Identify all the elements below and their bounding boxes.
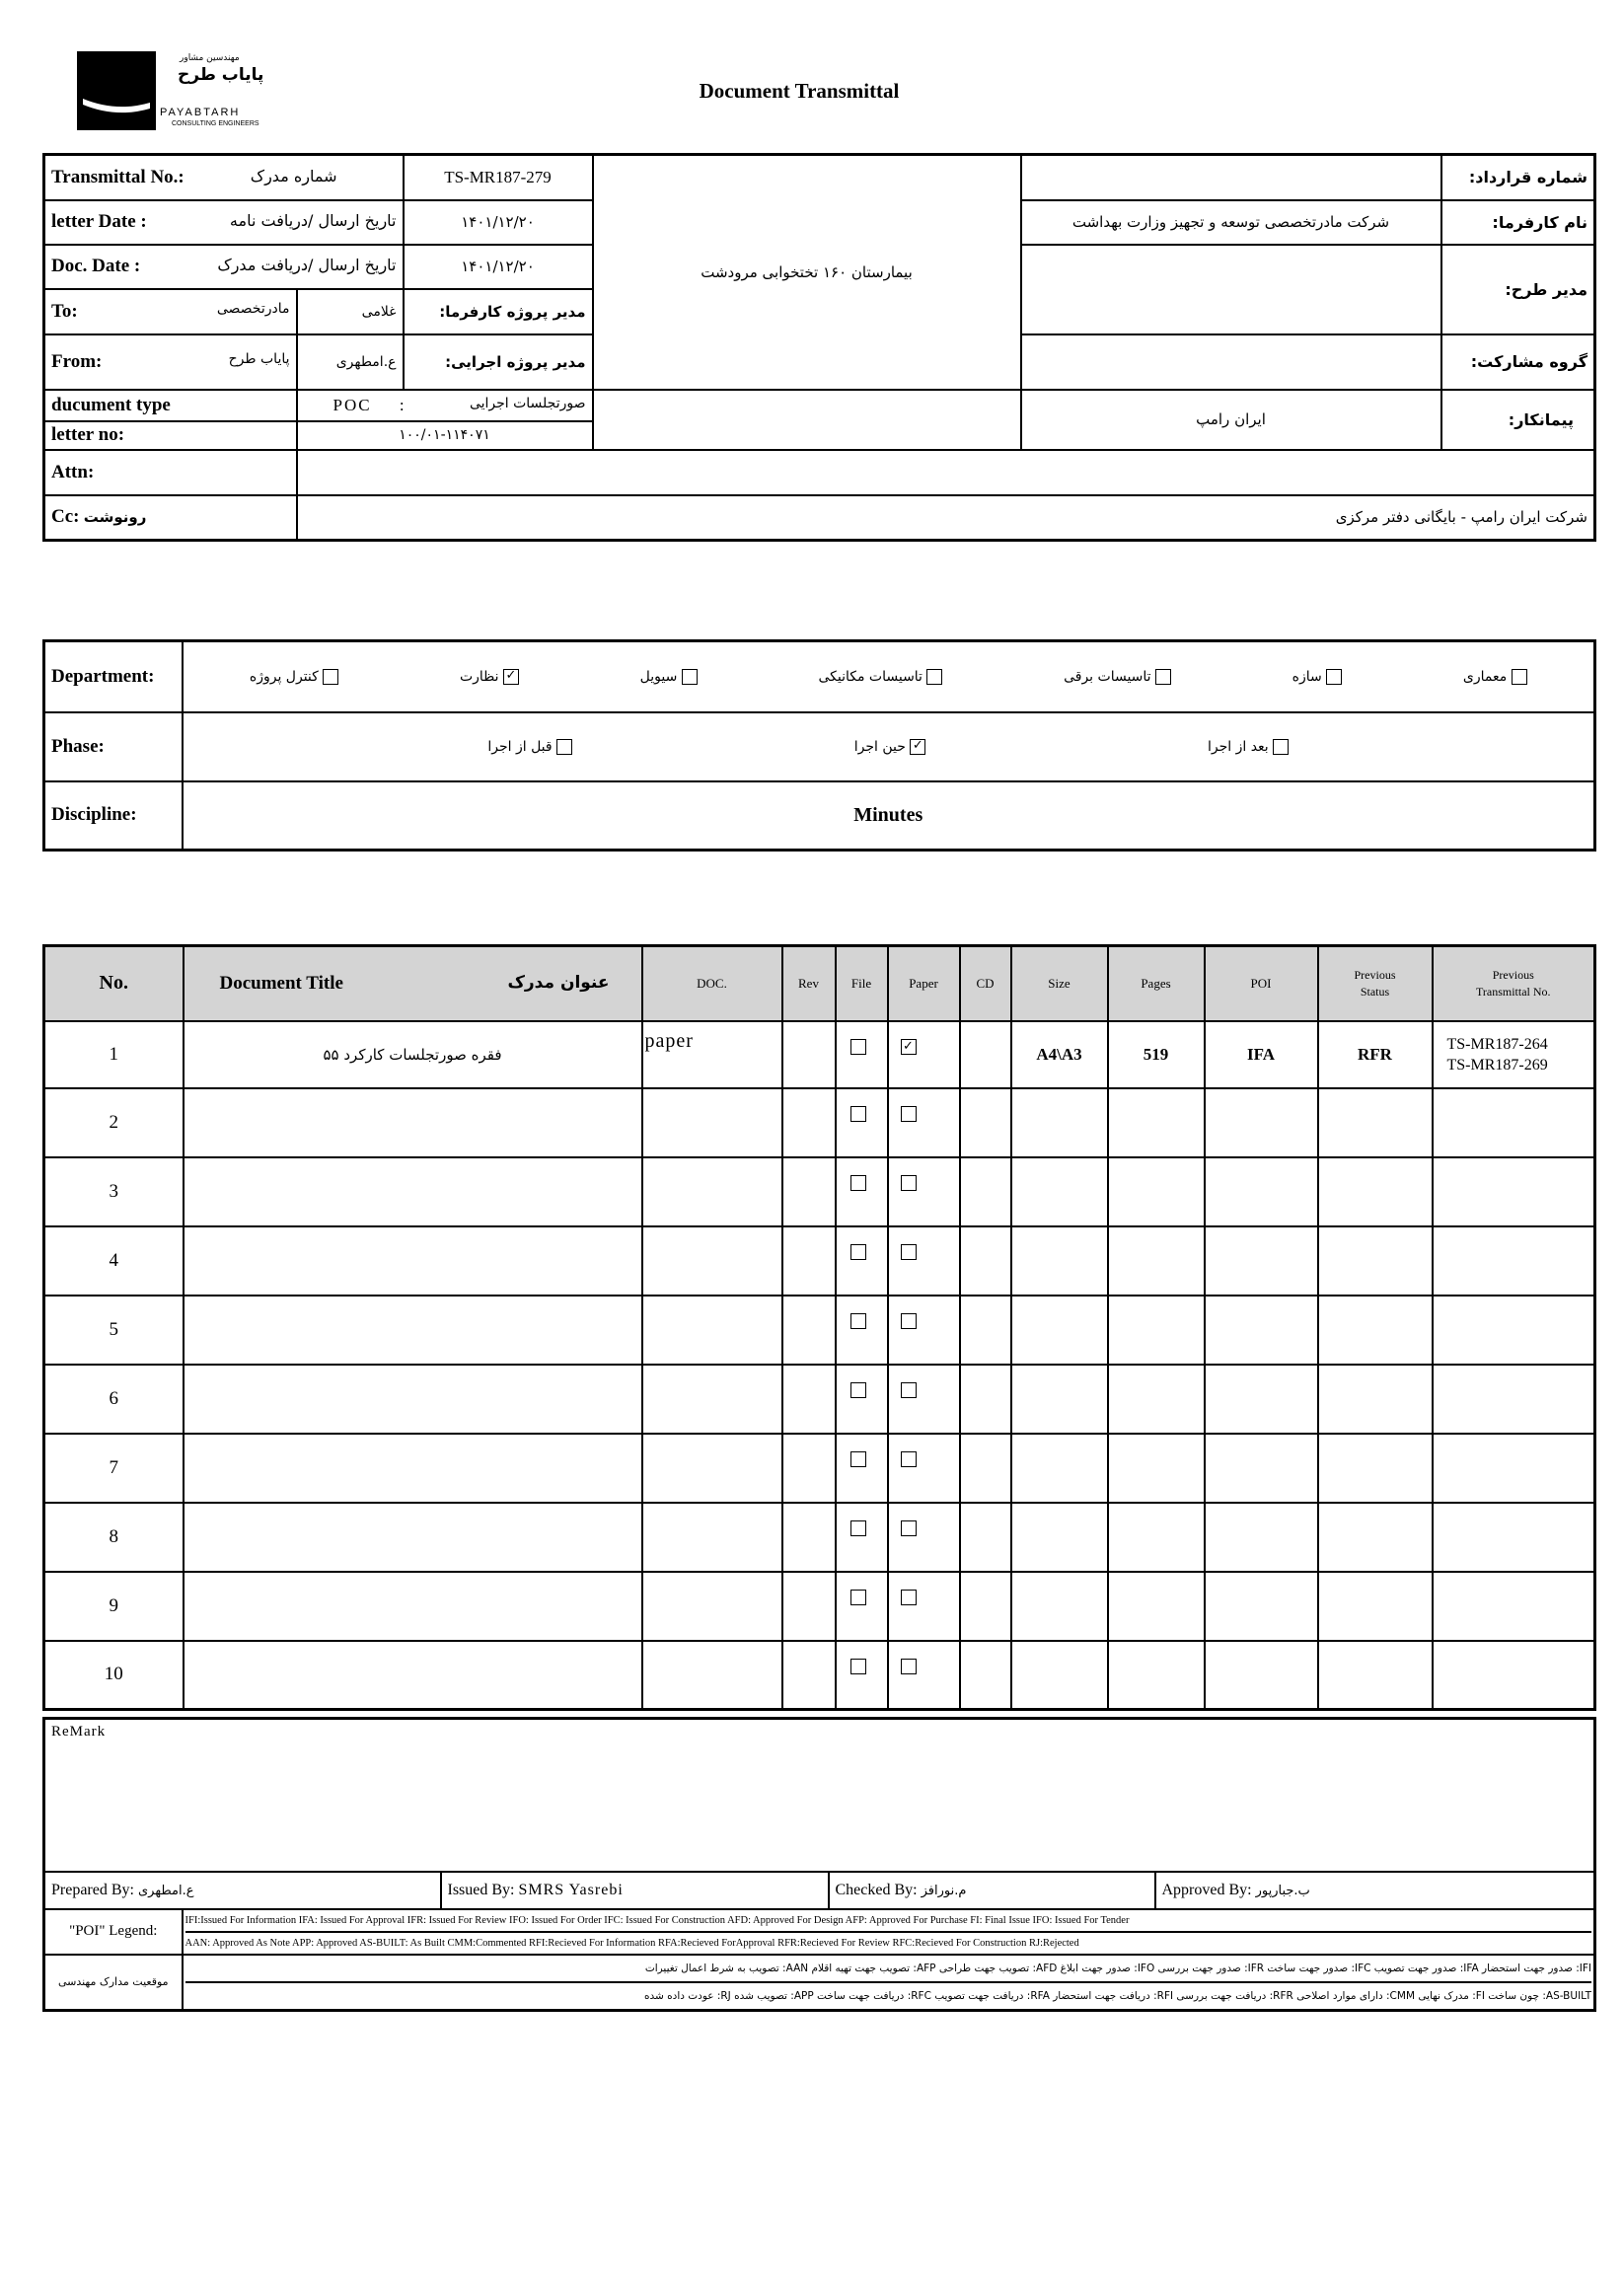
table-row	[44, 1572, 1595, 1641]
table-row	[44, 1021, 1595, 1088]
phase-label: Phase:	[44, 712, 183, 781]
row-cd	[960, 1434, 1011, 1503]
paper-checkbox[interactable]	[901, 1313, 917, 1329]
col-header-cd: CD	[960, 946, 1011, 1021]
table-row	[44, 1088, 1595, 1157]
department-checkbox[interactable]	[682, 669, 698, 685]
phase-checkbox[interactable]	[1273, 739, 1289, 755]
to-label: To:	[51, 300, 78, 322]
department-option[interactable]	[1292, 669, 1343, 685]
row-prev-status	[1318, 1296, 1433, 1365]
doc-type-label: ducument type	[44, 390, 297, 421]
row-cd	[960, 1157, 1011, 1226]
phase-option-label: حین اجرا	[853, 738, 906, 755]
row-paper	[888, 1503, 960, 1572]
department-option[interactable]	[1064, 669, 1171, 685]
row-doc	[642, 1296, 782, 1365]
department-option-label: کنترل پروژه	[249, 668, 319, 685]
from-label: From:	[51, 350, 103, 372]
col-header-file: File	[836, 946, 888, 1021]
department-options	[183, 641, 1595, 712]
phase-checkbox[interactable]	[556, 739, 572, 755]
row-paper	[888, 1021, 960, 1088]
doc-type-value: POC	[332, 395, 372, 414]
row-file	[836, 1296, 888, 1365]
row-prev-transmittal	[1433, 1365, 1595, 1434]
row-doc	[642, 1503, 782, 1572]
department-option[interactable]	[640, 669, 698, 685]
paper-checkbox[interactable]	[901, 1659, 917, 1674]
row-doc	[642, 1088, 782, 1157]
row-title	[184, 1157, 642, 1226]
row-poi	[1205, 1088, 1318, 1157]
contract-no-value	[1021, 155, 1441, 200]
row-poi	[1205, 1434, 1318, 1503]
row-rev	[782, 1572, 836, 1641]
doc-date-value: ۱۴۰۱/۱۲/۲۰	[404, 245, 593, 289]
file-checkbox[interactable]	[850, 1175, 866, 1191]
row-size	[1011, 1088, 1108, 1157]
employer-label: نام کارفرما:	[1441, 200, 1595, 245]
row-paper	[888, 1226, 960, 1296]
row-doc	[642, 1572, 782, 1641]
phase-option[interactable]	[854, 739, 926, 755]
project-name: بیمارستان ۱۶۰ تختخوابی مرودشت	[593, 155, 1021, 390]
row-doc	[642, 1434, 782, 1503]
page-title: Document Transmittal	[699, 79, 900, 103]
to-company: مادرتخصصی	[216, 300, 290, 317]
legend-line-2: AAN: Approved As Note APP: Approved AS-BUILT: As Built CMM:Commented RFI:Recieved For Information RFA:Recieved ForApproval RFR:Recieved For Review RFC:Recieved For Construction RJ:Rejected	[185, 1937, 1079, 1949]
row-pages	[1108, 1572, 1205, 1641]
row-rev	[782, 1434, 836, 1503]
col-header-title	[184, 946, 642, 1021]
department-checkbox[interactable]	[1155, 669, 1171, 685]
row-poi	[1205, 1572, 1318, 1641]
cc-cell	[44, 495, 297, 541]
file-checkbox[interactable]	[850, 1382, 866, 1398]
row-doc: paper	[642, 1021, 782, 1088]
letter-date-value: ۱۴۰۱/۱۲/۲۰	[404, 200, 593, 245]
row-no: 6	[44, 1365, 184, 1434]
row-prev-transmittal	[1433, 1088, 1595, 1157]
phase-options	[183, 712, 1595, 781]
paper-checkbox[interactable]	[901, 1175, 917, 1191]
transmittal-no-label: Transmittal No.:	[51, 166, 185, 187]
table-row	[44, 1434, 1595, 1503]
row-rev	[782, 1021, 836, 1088]
attn-label: Attn:	[44, 450, 297, 495]
row-poi	[1205, 1365, 1318, 1434]
col-header-title-fa: عنوان مدرک	[507, 972, 610, 993]
row-title	[184, 1572, 642, 1641]
table-row	[44, 1296, 1595, 1365]
row-no: 5	[44, 1296, 184, 1365]
row-size	[1011, 1365, 1108, 1434]
letter-no-value: ۱۰۰/۰۱-۱۱۴۰۷۱	[297, 421, 593, 450]
department-option-label: تاسیسات مکانیکی	[818, 668, 923, 685]
row-no: 10	[44, 1641, 184, 1710]
department-option[interactable]	[460, 669, 519, 685]
department-option[interactable]	[1463, 669, 1527, 685]
row-title	[184, 1434, 642, 1503]
logo-fa-name: پایاب طرح	[178, 65, 264, 85]
contractor-value: ایران رامپ	[1021, 390, 1441, 450]
row-no: 9	[44, 1572, 184, 1641]
row-pages	[1108, 1157, 1205, 1226]
row-poi	[1205, 1296, 1318, 1365]
paper-checkbox[interactable]	[901, 1106, 917, 1122]
col-header-doc: DOC.	[642, 946, 782, 1021]
from-cell	[44, 334, 297, 390]
file-checkbox[interactable]	[850, 1520, 866, 1536]
phase-checkbox[interactable]	[910, 739, 925, 755]
phase-option-label: بعد از اجرا	[1208, 738, 1269, 755]
row-paper	[888, 1296, 960, 1365]
doc-date-fa-label: تاریخ ارسال /دریافت مدرک	[217, 256, 397, 274]
row-prev-transmittal	[1433, 1157, 1595, 1226]
col-header-prev-trans-line2: Transmittal No.	[1475, 984, 1551, 999]
row-file	[836, 1434, 888, 1503]
phase-option-label: قبل از اجرا	[487, 738, 553, 755]
col-header-size: Size	[1011, 946, 1108, 1021]
row-prev-status	[1318, 1226, 1433, 1296]
prepared-by-cell	[44, 1872, 441, 1909]
row-file	[836, 1365, 888, 1434]
from-company: پایاب طرح	[228, 350, 290, 367]
row-paper	[888, 1434, 960, 1503]
row-title	[184, 1503, 642, 1572]
row-poi: IFA	[1205, 1021, 1318, 1088]
from-person: ع.امطهری	[297, 334, 404, 390]
file-checkbox[interactable]	[850, 1659, 866, 1674]
design-manager-label: مدیر طرح:	[1441, 245, 1595, 334]
partnership-label: گروه مشارکت:	[1441, 334, 1595, 390]
row-prev-status	[1318, 1572, 1433, 1641]
employer-value: شرکت مادرتخصصی توسعه و تجهیز وزارت بهداشت	[1021, 200, 1441, 245]
row-cd	[960, 1641, 1011, 1710]
cc-fa-label: رونوشت	[83, 508, 147, 527]
col-header-paper: Paper	[888, 946, 960, 1021]
issued-by-cell	[441, 1872, 829, 1909]
department-option[interactable]	[818, 669, 942, 685]
row-prev-transmittal	[1433, 1296, 1595, 1365]
row-pages	[1108, 1434, 1205, 1503]
row-prev-transmittal	[1433, 1641, 1595, 1710]
remark-cell	[44, 1719, 1595, 1872]
row-rev	[782, 1296, 836, 1365]
to-person: غلامی	[297, 289, 404, 334]
row-no: 3	[44, 1157, 184, 1226]
row-size	[1011, 1157, 1108, 1226]
row-paper	[888, 1157, 960, 1226]
row-cd	[960, 1503, 1011, 1572]
legend-fa-line-1: IFI: صدور جهت استحضار IFA: صدور جهت تصویب IFC: صدور جهت ساخت IFR: صدور جهت بررسی IFO: صدور جهت ابلاغ AFD: تصویب جهت طراحی AFP: تصویب جهت تهیه اقلام AAN: تصویب به شرط اعمال تغییرات	[185, 1956, 1592, 1983]
row-poi	[1205, 1157, 1318, 1226]
department-checkbox[interactable]	[1326, 669, 1342, 685]
row-pages: 519	[1108, 1021, 1205, 1088]
row-file	[836, 1572, 888, 1641]
row-paper	[888, 1572, 960, 1641]
file-checkbox[interactable]	[850, 1244, 866, 1260]
legend-label: "POI" Legend:	[44, 1909, 183, 1955]
row-rev	[782, 1157, 836, 1226]
remark-label: ReMark	[51, 1724, 107, 1740]
letter-date-label: letter Date :	[51, 211, 147, 232]
row-size	[1011, 1572, 1108, 1641]
col-header-prev-transmittal	[1433, 946, 1595, 1021]
col-header-poi: POI	[1205, 946, 1318, 1021]
row-prev-status	[1318, 1088, 1433, 1157]
row-file	[836, 1641, 888, 1710]
row-file	[836, 1503, 888, 1572]
row-doc	[642, 1157, 782, 1226]
row-rev	[782, 1226, 836, 1296]
row-cd	[960, 1365, 1011, 1434]
classification-table	[42, 639, 1596, 852]
row-prev-status	[1318, 1503, 1433, 1572]
col-header-prev-status-line1: Previous	[1354, 967, 1396, 982]
prepared-by-label: Prepared By:	[51, 1881, 134, 1898]
cc-value: شرکت ایران رامپ - بایگانی دفتر مرکزی	[297, 495, 1595, 541]
department-checkbox[interactable]	[926, 669, 942, 685]
file-checkbox[interactable]	[850, 1451, 866, 1467]
row-title	[184, 1226, 642, 1296]
project-blank	[593, 390, 1021, 450]
legend-fa-lines	[183, 1955, 1595, 2011]
paper-checkbox[interactable]	[901, 1039, 917, 1055]
row-cd	[960, 1296, 1011, 1365]
row-cd	[960, 1088, 1011, 1157]
cc-label: Cc:	[51, 506, 80, 528]
logo-mark	[77, 51, 156, 130]
row-size	[1011, 1434, 1108, 1503]
row-file	[836, 1021, 888, 1088]
file-checkbox[interactable]	[850, 1039, 866, 1055]
header-table	[42, 153, 1596, 542]
issued-by-label: Issued By:	[447, 1881, 515, 1898]
row-title	[184, 1641, 642, 1710]
row-pages	[1108, 1296, 1205, 1365]
table-row	[44, 1641, 1595, 1710]
row-prev-transmittal	[1433, 1434, 1595, 1503]
legend-line-1: IFI:Issued For Information IFA: Issued For Approval IFR: Issued For Review IFO: Issued For Order IFC: Issued For Construction AFD: Approved For Design AFP: Approved For Purchase FI: Final Issue IFO: Issued For Tender	[185, 1910, 1592, 1933]
col-header-prev-status-line2: Status	[1360, 984, 1390, 999]
row-pages	[1108, 1226, 1205, 1296]
row-prev-transmittal-2: TS-MR187-269	[1446, 1056, 1548, 1074]
contractor-label: پیمانکار:	[1441, 390, 1595, 450]
company-logo	[77, 51, 274, 136]
department-option-label: نظارت	[459, 668, 499, 685]
row-cd	[960, 1226, 1011, 1296]
row-doc	[642, 1641, 782, 1710]
row-size	[1011, 1503, 1108, 1572]
approved-by-cell	[1155, 1872, 1595, 1909]
contract-no-label: شماره قرارداد:	[1441, 155, 1595, 200]
department-option-label: تاسیسات برقی	[1064, 668, 1151, 685]
table-row	[44, 1503, 1595, 1572]
transmittal-no-cell	[44, 155, 404, 200]
row-file	[836, 1226, 888, 1296]
letter-date-fa-label: تاریخ ارسال /دریافت نامه	[229, 211, 397, 230]
row-pages	[1108, 1365, 1205, 1434]
doc-date-label: Doc. Date :	[51, 256, 141, 276]
table-row	[44, 1226, 1595, 1296]
prepared-by-value: ع.امطهری	[137, 1883, 194, 1898]
department-option-label: سیویل	[639, 668, 678, 685]
document-table	[42, 944, 1596, 1711]
row-prev-status	[1318, 1157, 1433, 1226]
logo-fa-small: مهندسین مشاور	[180, 53, 240, 63]
design-manager-value	[1021, 245, 1441, 334]
row-prev-transmittal	[1433, 1021, 1595, 1088]
paper-checkbox[interactable]	[901, 1520, 917, 1536]
row-title	[184, 1088, 642, 1157]
checked-by-label: Checked By:	[835, 1881, 918, 1898]
department-checkbox[interactable]	[503, 669, 519, 685]
col-header-rev: Rev	[782, 946, 836, 1021]
row-size	[1011, 1226, 1108, 1296]
row-no: 8	[44, 1503, 184, 1572]
doc-type-fa: صورتجلسات اجرایی	[469, 395, 586, 411]
row-paper	[888, 1365, 960, 1434]
row-pages	[1108, 1088, 1205, 1157]
row-title: فقره صورتجلسات کارکرد ۵۵	[184, 1021, 642, 1088]
paper-checkbox[interactable]	[901, 1451, 917, 1467]
row-file	[836, 1088, 888, 1157]
row-poi	[1205, 1641, 1318, 1710]
legend-fa-line-2: AS-BUILT: چون ساخت FI: مدرک نهایی CMM: دارای موارد اصلاحی RFR: دریافت جهت بررسی RFI: دریافت جهت استحضار RFA: دریافت جهت تصویب RFC: دریافت جهت ساخت APP: تصویب شده RJ: عودت داده شده	[644, 1989, 1591, 2002]
logo-wave-icon	[77, 51, 156, 130]
row-size	[1011, 1296, 1108, 1365]
phase-option[interactable]	[487, 739, 572, 755]
letter-no-label: letter no:	[44, 421, 297, 450]
doc-type-separator: :	[399, 395, 405, 414]
row-poi	[1205, 1503, 1318, 1572]
discipline-label: Discipline:	[44, 781, 183, 851]
logo-en-name: PAYABTARH	[160, 107, 241, 118]
row-file	[836, 1157, 888, 1226]
row-rev	[782, 1641, 836, 1710]
issued-by-value: SMRS Yasrebi	[518, 1881, 624, 1898]
transmittal-no-fa-label: شماره مدرک	[250, 166, 337, 185]
row-no: 2	[44, 1088, 184, 1157]
row-no: 7	[44, 1434, 184, 1503]
from-role: مدیر پروژه اجرایی:	[404, 334, 593, 390]
row-title	[184, 1296, 642, 1365]
row-prev-transmittal-1: TS-MR187-264	[1446, 1035, 1548, 1053]
approved-by-value: ب.جبارپور	[1255, 1883, 1310, 1898]
department-option[interactable]	[250, 669, 338, 685]
row-poi	[1205, 1226, 1318, 1296]
row-prev-transmittal	[1433, 1572, 1595, 1641]
department-option-label: معماری	[1462, 668, 1508, 685]
row-title	[184, 1365, 642, 1434]
checked-by-cell	[829, 1872, 1155, 1909]
col-header-pages: Pages	[1108, 946, 1205, 1021]
row-doc	[642, 1365, 782, 1434]
row-rev	[782, 1503, 836, 1572]
col-header-prev-trans-line1: Previous	[1492, 967, 1534, 982]
letter-date-cell	[44, 200, 404, 245]
paper-checkbox[interactable]	[901, 1244, 917, 1260]
file-checkbox[interactable]	[850, 1590, 866, 1605]
footer-table	[42, 1717, 1596, 2012]
row-prev-transmittal	[1433, 1226, 1595, 1296]
department-label: Department:	[44, 641, 183, 712]
legend-lines	[183, 1909, 1595, 1955]
to-cell	[44, 289, 297, 334]
row-size	[1011, 1641, 1108, 1710]
department-checkbox[interactable]	[1512, 669, 1527, 685]
row-rev	[782, 1365, 836, 1434]
paper-checkbox[interactable]	[901, 1590, 917, 1605]
col-header-prev-status	[1318, 946, 1433, 1021]
legend-fa-label: موقعیت مدارک مهندسی	[44, 1955, 183, 2011]
row-rev	[782, 1088, 836, 1157]
row-paper	[888, 1641, 960, 1710]
row-no: 1	[44, 1021, 184, 1088]
row-cd	[960, 1572, 1011, 1641]
transmittal-no-value: TS-MR187-279	[404, 155, 593, 200]
row-prev-status	[1318, 1434, 1433, 1503]
row-prev-status	[1318, 1365, 1433, 1434]
row-prev-transmittal	[1433, 1503, 1595, 1572]
partnership-value	[1021, 334, 1441, 390]
to-role: مدیر پروژه کارفرما:	[404, 289, 593, 334]
doc-type-cell	[297, 390, 593, 421]
approved-by-label: Approved By:	[1161, 1881, 1252, 1898]
department-checkbox[interactable]	[323, 669, 338, 685]
row-cd	[960, 1021, 1011, 1088]
row-doc	[642, 1226, 782, 1296]
row-size: A4\A3	[1011, 1021, 1108, 1088]
doc-date-cell	[44, 245, 404, 289]
row-paper	[888, 1088, 960, 1157]
phase-option[interactable]	[1208, 739, 1289, 755]
file-checkbox[interactable]	[850, 1313, 866, 1329]
table-row	[44, 1365, 1595, 1434]
row-pages	[1108, 1641, 1205, 1710]
checked-by-value: م.نورافز	[921, 1883, 967, 1898]
row-pages	[1108, 1503, 1205, 1572]
col-header-no: No.	[44, 946, 184, 1021]
discipline-value: Minutes	[183, 781, 1595, 851]
file-checkbox[interactable]	[850, 1106, 866, 1122]
col-header-title-en: Document Title	[219, 972, 343, 994]
attn-value	[297, 450, 1595, 495]
paper-checkbox[interactable]	[901, 1382, 917, 1398]
row-no: 4	[44, 1226, 184, 1296]
department-option-label: سازه	[1292, 668, 1322, 685]
table-row	[44, 1157, 1595, 1226]
logo-en-sub: CONSULTING ENGINEERS	[172, 120, 259, 127]
row-prev-status: RFR	[1318, 1021, 1433, 1088]
row-prev-status	[1318, 1641, 1433, 1710]
